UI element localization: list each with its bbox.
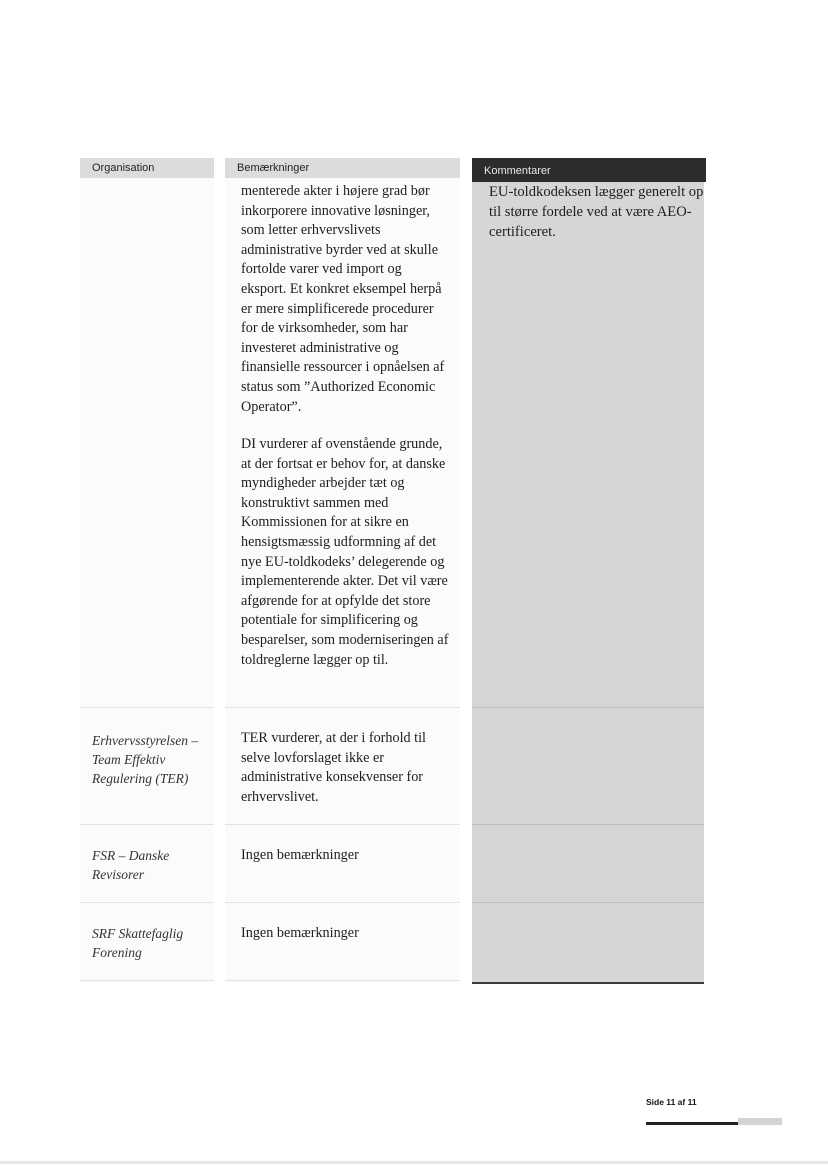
remarks-cell-row4: Ingen bemærkninger <box>241 925 359 941</box>
row-divider <box>472 824 704 825</box>
remarks-cell-row3: Ingen bemærkninger <box>241 847 359 863</box>
table-bottom-rule <box>80 980 214 981</box>
organisation-header: Organisation <box>80 158 214 178</box>
page-number: Side 11 af 11 <box>646 1097 697 1107</box>
remarks-cell-row2: TER vurderer, at der i forhold til selve lovforslaget ikke er administrative konsekvenser for erhvervslivet. <box>241 730 426 805</box>
remarks-header: Bemærkninger <box>225 158 460 178</box>
comments-header: Kommentarer <box>472 158 706 182</box>
table-bottom-rule <box>225 980 460 981</box>
comments-column <box>472 180 704 983</box>
row-divider <box>472 707 704 708</box>
row-divider <box>225 707 460 708</box>
row-divider <box>80 707 214 708</box>
row-divider <box>225 902 460 903</box>
remarks-cell-row1-paragraph1 <box>241 182 451 417</box>
organisation-cell-row4: SRF Skattefaglig Forening <box>92 926 184 960</box>
remarks-cell-row1-paragraph2 <box>241 435 451 670</box>
row-divider <box>472 902 704 903</box>
organisation-cell-row3: FSR – Danske Revisorer <box>92 848 170 882</box>
page-edge <box>0 1161 828 1164</box>
row-divider <box>80 902 214 903</box>
table-bottom-rule <box>472 982 704 984</box>
remarks-paragraph: menterede akter i højere grad bør inkorporere innovative løsninger, som letter erhvervslivets administrative byrder ved at skulle fortolde varer ved import og eksport. Et konkret eksempel herpå er mere simplificerede procedurer for de virksomheder, som har investeret administrative og finansielle ressourcer i opnåelsen af status som ”Authorized Economic Operator”. <box>241 183 445 415</box>
row-divider <box>80 824 214 825</box>
footer-bar-accent <box>738 1118 782 1125</box>
footer-bar <box>646 1122 738 1125</box>
comments-cell-row1: EU-toldkodeksen lægger generelt op til større fordele ved at være AEO-certificeret. <box>489 184 704 240</box>
remarks-paragraph: DI vurderer af ovenstående grunde, at der fortsat er behov for, at danske myndigheder arbejder tæt og konstruktivt sammen med Kommissionen for at sikre en hensigtsmæssig udformning af det nye EU-toldkodeks’ delegerende og implementerende akter. Det vil være afgørende for at opfylde det store potentiale for simplificering og besparelser, som moderniseringen af toldreglerne lægger op til. <box>241 436 449 668</box>
organisation-cell-row2: Erhvervsstyrelsen – Team Effektiv Regulering (TER) <box>92 733 199 786</box>
row-divider <box>225 824 460 825</box>
